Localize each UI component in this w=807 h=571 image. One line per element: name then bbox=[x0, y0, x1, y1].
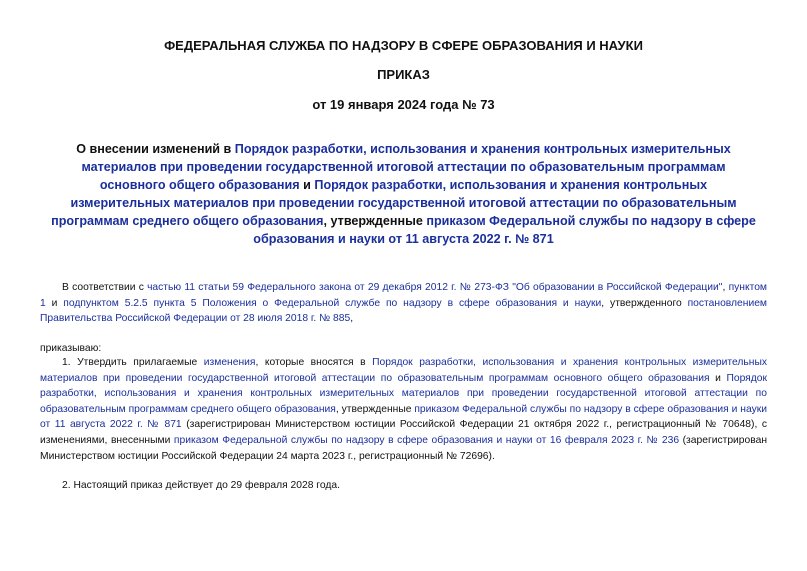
link-law-273[interactable]: частью 11 статьи 59 Федерального закона от 29 декабря 2012 г. № 273-ФЗ "Об образовании в Российской Федерации" bbox=[147, 282, 723, 293]
link-subpoint-5-2-5[interactable]: подпунктом 5.2.5 пункта 5 Положения о Федеральной службе по надзору в сфере образования и науки bbox=[63, 297, 602, 309]
p3-text-2: , которые вносятся в bbox=[255, 357, 373, 368]
p3-text-3: и bbox=[709, 372, 727, 384]
title-text-3: , утвержденные bbox=[323, 214, 427, 228]
link-changes[interactable]: изменения bbox=[203, 357, 256, 368]
title-link-order-871[interactable]: приказом Федеральной службы по надзору в сфере образования и науки от 11 августа 2022 г. № 871 bbox=[253, 214, 756, 246]
paragraph-order-word: приказываю: bbox=[40, 343, 102, 354]
p1-text-3: и bbox=[45, 297, 64, 309]
title-text-1: О внесении изменений в bbox=[76, 142, 235, 156]
p3-text-5: (зарегистрирован Министерством юстиции Российской Федерации 21 октября 2022 г., регистрационный № 70648), с изменениями, внесенными bbox=[40, 419, 767, 446]
p1-text-2: , bbox=[722, 282, 729, 293]
document-date-number: от 19 января 2024 года № 73 bbox=[312, 97, 495, 112]
link-government-decree-885[interactable]: постановлением Правительства Российской Федерации от 28 июля 2018 г. № 885 bbox=[40, 297, 768, 325]
agency-name: ФЕДЕРАЛЬНАЯ СЛУЖБА ПО НАДЗОРУ В СФЕРЕ ОБРАЗОВАНИЯ И НАУКИ bbox=[164, 38, 643, 53]
p3-text-6: (зарегистрирован Министерством юстиции Российской Федерации 24 марта 2023 г., регистрационный № 72696). bbox=[40, 434, 768, 462]
link-order-871[interactable]: приказом Федеральной службы по надзору в сфере образования и науки от 11 августа 2022 г. № 871 bbox=[40, 403, 767, 431]
paragraph-basis bbox=[40, 280, 767, 327]
document-title bbox=[50, 140, 757, 248]
paragraph-item-1 bbox=[40, 355, 767, 464]
p3-text-1: 1. Утвердить прилагаемые bbox=[62, 357, 204, 368]
link-basic-education-order[interactable]: Порядок разработки, использования и хранения контрольных измерительных материалов при проведении государственной итоговой аттестации по образовательным программам основного общего образования bbox=[40, 357, 767, 384]
p1-text-4: , утвержденного bbox=[601, 297, 688, 309]
title-link-basic-education-order[interactable]: Порядок разработки, использования и хранения контрольных измерительных материалов при проведении государственной итоговой аттестации по образовательным программам основного общего образования bbox=[81, 142, 731, 192]
p3-text-4: , утвержденные bbox=[335, 403, 415, 415]
link-point-1[interactable]: пунктом 1 bbox=[40, 282, 767, 309]
document-type: ПРИКАЗ bbox=[377, 67, 430, 82]
p1-text-5: , bbox=[350, 313, 354, 325]
link-secondary-education-order[interactable]: Порядок разработки, использования и хранения контрольных измерительных материалов при проведении государственной итоговой аттестации по образовательным программам среднего общего образования bbox=[40, 372, 767, 415]
title-link-secondary-education-order[interactable]: Порядок разработки, использования и хранения контрольных измерительных материалов при проведении государственной итоговой аттестации по образовательным программам среднего общего образования bbox=[51, 178, 737, 228]
paragraph-item-2: 2. Настоящий приказ действует до 29 февраля 2028 года. bbox=[62, 480, 340, 491]
title-text-2: и bbox=[299, 178, 315, 192]
link-order-236[interactable]: приказом Федеральной службы по надзору в сфере образования и науки от 16 февраля 2023 г. № 236 bbox=[173, 434, 680, 446]
p1-text-1: В соответствии с bbox=[62, 282, 148, 293]
